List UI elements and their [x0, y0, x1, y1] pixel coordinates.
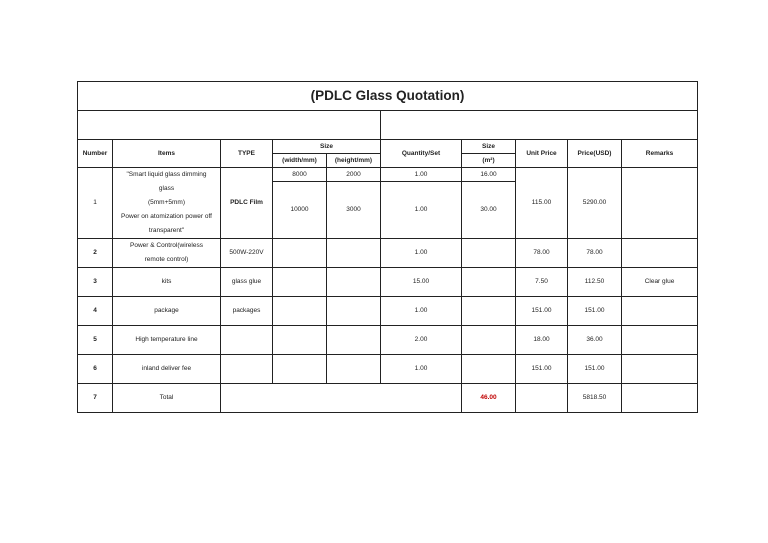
table-row — [78, 168, 698, 182]
row-type — [221, 355, 273, 384]
row-number: 5 — [78, 326, 113, 355]
row-price: 151.00 — [568, 355, 622, 384]
row-number: 4 — [78, 297, 113, 326]
row-number: 3 — [78, 268, 113, 297]
item-line: Power on atomization power off — [121, 213, 212, 220]
row-remarks — [622, 239, 698, 268]
row-number: 2 — [78, 239, 113, 268]
header-price: Price(USD) — [568, 140, 622, 168]
row-price: 36.00 — [568, 326, 622, 355]
row-remarks — [622, 355, 698, 384]
header-area: Size — [462, 140, 516, 154]
row-unit-price: 151.00 — [516, 297, 568, 326]
row-height: 2000 — [327, 168, 381, 182]
blank-cell-left — [78, 111, 381, 140]
row-remarks — [622, 326, 698, 355]
row-price: 151.00 — [568, 297, 622, 326]
row-width — [273, 268, 327, 297]
row-area: 16.00 — [462, 168, 516, 182]
row-quantity: 2.00 — [381, 326, 462, 355]
item-line: Power & Control(wireless — [130, 242, 203, 249]
total-remarks — [622, 384, 698, 413]
row-width — [273, 355, 327, 384]
total-area: 46.00 — [462, 384, 516, 413]
header-area-unit: (m²) — [462, 154, 516, 168]
header-row-1 — [78, 140, 698, 154]
table-row — [78, 297, 698, 326]
row-unit-price: 115.00 — [516, 168, 568, 239]
quotation-table — [77, 81, 698, 413]
header-quantity: Quantity/Set — [381, 140, 462, 168]
row-price: 112.50 — [568, 268, 622, 297]
row-area — [462, 326, 516, 355]
row-quantity: 1.00 — [381, 182, 462, 239]
row-width — [273, 326, 327, 355]
row-height: 3000 — [327, 182, 381, 239]
row-item: package — [113, 297, 221, 326]
row-width: 10000 — [273, 182, 327, 239]
title-row — [78, 82, 698, 111]
total-row — [78, 384, 698, 413]
row-height — [327, 239, 381, 268]
row-height — [327, 268, 381, 297]
row-quantity: 1.00 — [381, 239, 462, 268]
row-area — [462, 239, 516, 268]
row-price: 78.00 — [568, 239, 622, 268]
header-unit-price: Unit Price — [516, 140, 568, 168]
item-line: (5mm+5mm) — [147, 199, 185, 206]
header-height: (height/mm) — [327, 154, 381, 168]
row-area — [462, 355, 516, 384]
item-line: glass — [158, 185, 175, 192]
quotation-sheet — [77, 81, 697, 413]
row-quantity: 1.00 — [381, 355, 462, 384]
total-empty-cell — [221, 384, 462, 413]
row-item: inland deliver fee — [113, 355, 221, 384]
row-type — [221, 326, 273, 355]
row-item: kits — [113, 268, 221, 297]
row-height — [327, 355, 381, 384]
blank-cell-right — [381, 111, 698, 140]
row-quantity: 1.00 — [381, 168, 462, 182]
blank-row — [78, 111, 698, 140]
table-row — [78, 268, 698, 297]
row-item — [113, 168, 221, 239]
header-type: TYPE — [221, 140, 273, 168]
row-unit-price: 7.50 — [516, 268, 568, 297]
header-number: Number — [78, 140, 113, 168]
item-line: transparent" — [148, 227, 185, 234]
total-label: Total — [113, 384, 221, 413]
row-type: glass glue — [221, 268, 273, 297]
header-items: Items — [113, 140, 221, 168]
item-line: "Smart liquid glass dimming — [126, 171, 207, 178]
row-unit-price: 151.00 — [516, 355, 568, 384]
total-price: 5818.50 — [568, 384, 622, 413]
table-row — [78, 326, 698, 355]
header-width: (width/mm) — [273, 154, 327, 168]
header-remarks: Remarks — [622, 140, 698, 168]
page-title: (PDLC Glass Quotation) — [78, 82, 698, 111]
header-size: Size — [273, 140, 381, 154]
row-remarks — [622, 168, 698, 239]
row-quantity: 15.00 — [381, 268, 462, 297]
row-remarks: Clear glue — [622, 268, 698, 297]
total-unit-price — [516, 384, 568, 413]
row-height — [327, 297, 381, 326]
row-height — [327, 326, 381, 355]
row-area — [462, 297, 516, 326]
row-unit-price: 78.00 — [516, 239, 568, 268]
item-line: remote control) — [144, 256, 189, 263]
row-quantity: 1.00 — [381, 297, 462, 326]
row-width: 8000 — [273, 168, 327, 182]
row-width — [273, 297, 327, 326]
table-row — [78, 355, 698, 384]
row-item — [113, 239, 221, 268]
row-item: High temperature line — [113, 326, 221, 355]
row-number: 1 — [78, 168, 113, 239]
row-type: packages — [221, 297, 273, 326]
row-number: 7 — [78, 384, 113, 413]
row-unit-price: 18.00 — [516, 326, 568, 355]
table-row — [78, 239, 698, 268]
row-width — [273, 239, 327, 268]
row-remarks — [622, 297, 698, 326]
row-type: 500W-220V — [221, 239, 273, 268]
row-area: 30.00 — [462, 182, 516, 239]
row-area — [462, 268, 516, 297]
row-price: 5290.00 — [568, 168, 622, 239]
row-number: 6 — [78, 355, 113, 384]
row-type: PDLC Film — [221, 168, 273, 239]
